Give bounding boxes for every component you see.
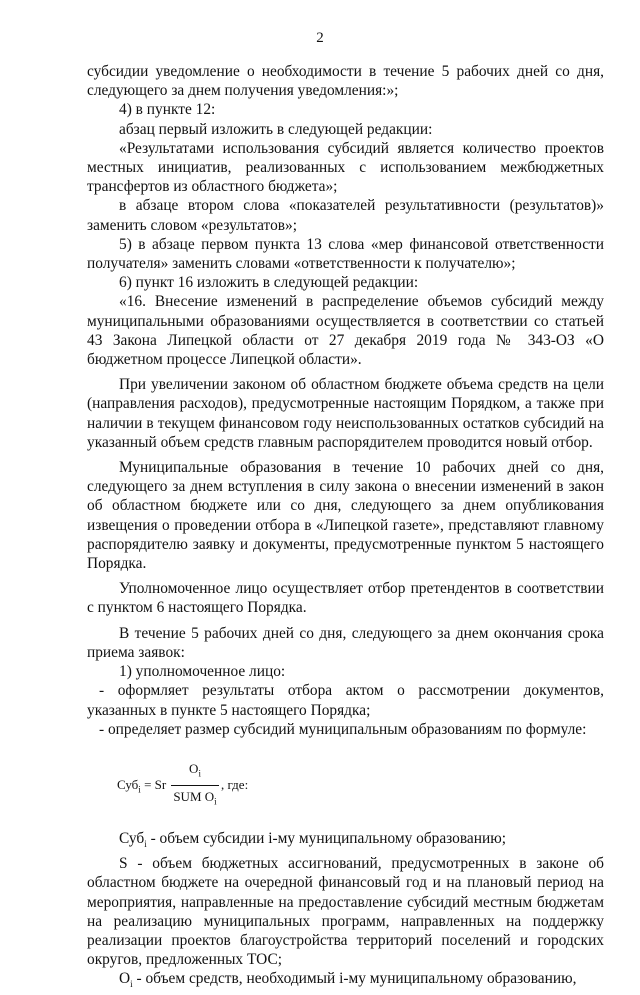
formula-denominator: SUM $O_i$ — [173, 788, 217, 807]
formula-numerator: $O_i$ — [171, 759, 219, 786]
paragraph: - определяет размер субсидий муниципальным образованиям по формуле: — [99, 720, 587, 738]
subsidy-formula — [87, 757, 604, 817]
paragraph: - оформляет результаты отбора актом о рассмотрении документов, указанных в пункте 5 настоящего Порядка; — [87, 682, 604, 719]
paragraph: в абзаце втором слова «показателей результативности (результатов)» заменить словом «результатов»; — [87, 197, 604, 234]
definition-sub-i: Суб$_i$ - объем субсидии i-му муниципальному образованию; — [119, 829, 507, 849]
document-body — [87, 62, 604, 995]
paragraph: абзац первый изложить в следующей редакции: — [119, 120, 433, 138]
paragraph: Муниципальные образования в течение 10 рабочих дней со дня, следующего за днем вступления в силу закона о внесении изменений в закон об областном бюджете или со дня, следующего за днем опубликования извещения о проведении отбора в «Липецкой газете», представляют главному распорядителю заявку и документы, предусмотренные пунктом 5 настоящего Порядка. — [87, 459, 604, 573]
paragraph: Уполномоченное лицо осуществляет отбор претендентов в соответствии с пунктом 6 настоящего Порядка. — [87, 580, 604, 617]
formula-lhs: Суб$_i$ = Sr — [117, 776, 167, 795]
definition-s: S - объем бюджетных ассигнований, предусмотренных в законе об областном бюджете на очередной финансовый год и на плановый период на мероприятия, направленные на предоставление субсидий местным бюджетам на реализацию муниципальных программ, направленных на поддержку реализации проектов благоустройства территорий поселений и городских округов, предложенных ТОС; — [87, 855, 604, 969]
paragraph: В течение 5 рабочих дней со дня, следующего за днем окончания срока приема заявок: — [87, 624, 604, 661]
formula-fraction — [171, 759, 219, 812]
definition-o-i: $O_i$ - объем средств, необходимый i-му муниципальному образованию, — [119, 970, 577, 990]
page-number: 2 — [316, 30, 324, 46]
paragraph: 5) в абзаце первом пункта 13 слова «мер финансовой ответственности получателя» заменить словами «ответственности к получателю»; — [87, 235, 604, 273]
formula-tail: , где: — [221, 776, 249, 792]
paragraph: При увеличении законом об областном бюджете объема средств на цели (направления расходов), предусмотренные настоящим Порядком, а также при наличии в текущем финансовом году неиспользованных остатков субсидий на указанный объем средств главным распорядителем проводится новый отбор. — [87, 376, 604, 451]
paragraph: 4) в пункте 12: — [119, 101, 216, 119]
paragraph: субсидии уведомление о необходимости в течение 5 рабочих дней со дня, следующего за днем получения уведомления:»; — [87, 63, 604, 100]
paragraph: «Результатами использования субсидий является количество проектов местных инициатив, реализованных с использованием межбюджетных трансфертов из областного бюджета»; — [87, 139, 604, 196]
paragraph: 1) уполномоченное лицо: — [119, 663, 286, 681]
paragraph: 6) пункт 16 изложить в следующей редакции: — [119, 274, 419, 292]
paragraph: «16. Внесение изменений в распределение объемов субсидий между муниципальными образованиями осуществляется в соответствии со статьей 43 Закона Липецкой области от 27 декабря 2019 года № 343-ОЗ «О бюджетном процессе Липецкой области». — [87, 293, 604, 369]
